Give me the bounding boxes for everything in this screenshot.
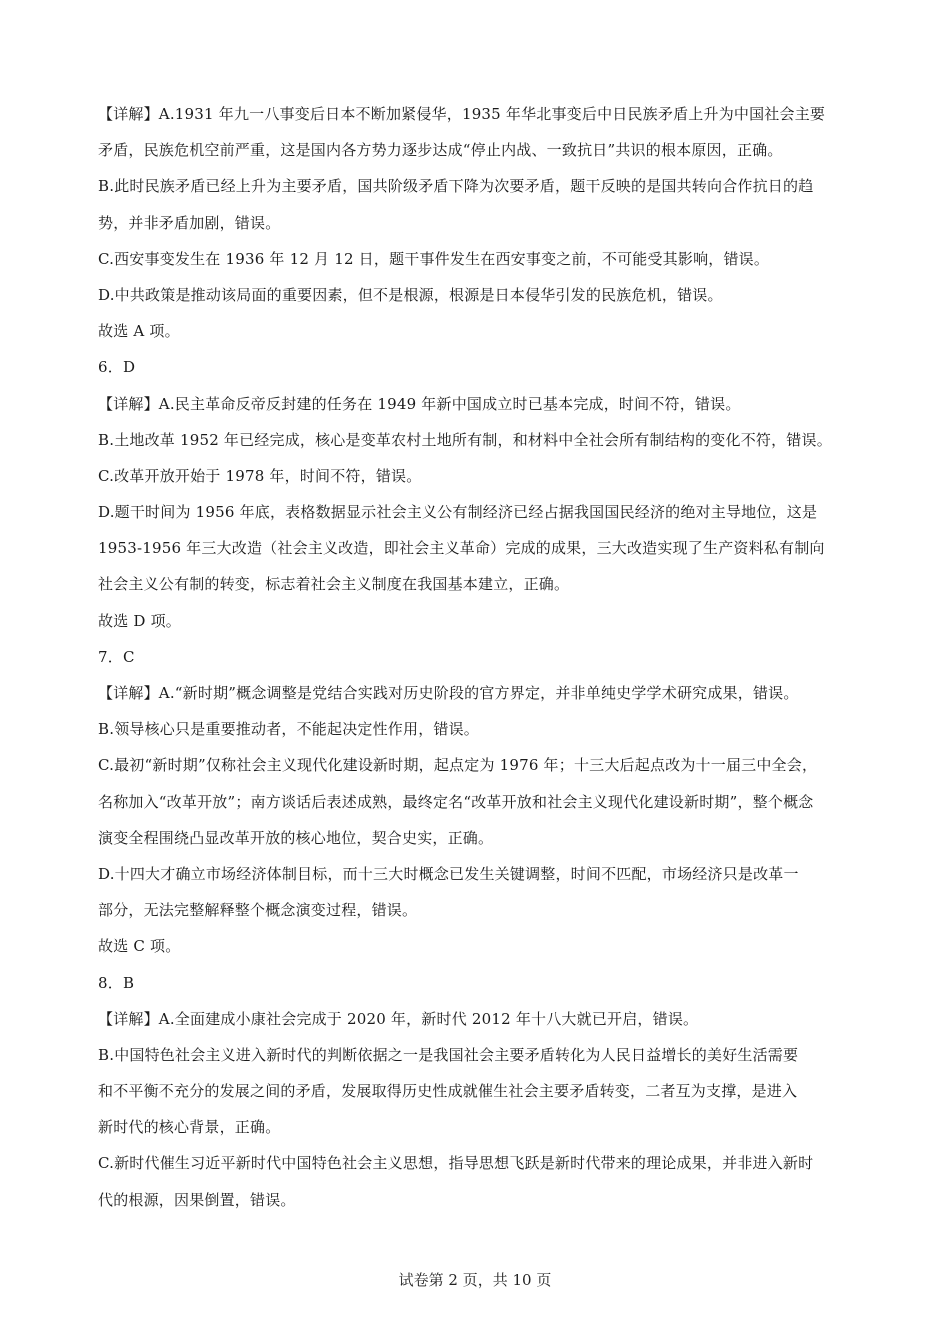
question-number: 6．D <box>98 358 136 377</box>
text-line: B.中国特色社会主义进入新时代的判断依据之一是我国社会主要矛盾转化为人民日益增长的美好生活需要 <box>98 1045 799 1064</box>
text-line: C.新时代催生习近平新时代中国特色社会主义思想，指导思想飞跃是新时代带来的理论成果，并非进入新时 <box>98 1154 814 1173</box>
text-line: 势，并非矛盾加剧，错误。 <box>98 213 281 232</box>
text-line: 矛盾，民族危机空前严重，这是国内各方势力逐步达成“停止内战、一致抗日”共识的根本原因，正确。 <box>98 141 783 160</box>
question-number: 7．C <box>98 647 135 666</box>
text-line: B.领导核心只是重要推动者，不能起决定性作用，错误。 <box>98 720 479 739</box>
text-line: 社会主义公有制的转变，标志着社会主义制度在我国基本建立，正确。 <box>98 575 570 594</box>
text-line: 故选 C 项。 <box>98 937 181 956</box>
text-line: D.中共政策是推动该局面的重要因素，但不是根源，根源是日本侵华引发的民族危机，错误。 <box>98 285 723 304</box>
text-line: 故选 D 项。 <box>98 611 181 630</box>
text-line: 新时代的核心背景，正确。 <box>98 1118 281 1137</box>
text-line: 名称加入“改革开放”；南方谈话后表述成熟，最终定名“改革开放和社会主义现代化建设新时期”，整个概念 <box>98 792 814 811</box>
question-number: 8．B <box>98 973 135 992</box>
text-line: 【详解】A.“新时期”概念调整是党结合实践对历史阶段的官方界定，并非单纯史学学术研究成果，错误。 <box>98 684 799 702</box>
text-line: B.此时民族矛盾已经上升为主要矛盾，国共阶级矛盾下降为次要矛盾，题干反映的是国共转向合作抗日的趋 <box>98 177 814 196</box>
text-line: 和不平衡不充分的发展之间的矛盾，发展取得历史性成就催生社会主要矛盾转变，二者互为支撑，是进入 <box>98 1082 798 1101</box>
text-line: 代的根源，因果倒置，错误。 <box>98 1190 296 1209</box>
text-line: 故选 A 项。 <box>98 322 180 341</box>
text-line: 部分，无法完整解释整个概念演变过程，错误。 <box>98 901 418 920</box>
text-line: 【详解】A.全面建成小康社会完成于 2020 年，新时代 2012 年十八大就已开启，错误。 <box>98 1009 699 1028</box>
text-line: B.土地改革 1952 年已经完成，核心是变革农村土地所有制，和材料中全社会所有制结构的变化不符，错误。 <box>98 430 832 449</box>
text-line: C.改革开放开始于 1978 年，时间不符，错误。 <box>98 466 422 485</box>
text-line: D.题干时间为 1956 年底，表格数据显示社会主义公有制经济已经占据我国国民经济的绝对主导地位，这是 <box>98 503 818 522</box>
text-line: 演变全程围绕凸显改革开放的核心地位，契合史实，正确。 <box>98 828 494 847</box>
text-line: C.西安事变发生在 1936 年 12 月 12 日，题干事件发生在西安事变之前，不可能受其影响，错误。 <box>98 249 770 268</box>
document-body <box>98 96 858 1218</box>
text-line: D.十四大才确立市场经济体制目标，而十三大时概念已发生关键调整，时间不匹配，市场经济只是改革一 <box>98 864 799 883</box>
text-line: 【详解】A.1931 年九一八事变后日本不断加紧侵华，1935 年华北事变后中日民族矛盾上升为中国社会主要 <box>98 105 826 123</box>
text-line: 【详解】A.民主革命反帝反封建的任务在 1949 年新中国成立时已基本完成，时间不符，错误。 <box>98 394 741 413</box>
text-line: C.最初“新时期”仅称社会主义现代化建设新时期，起点定为 1976 年；十三大后起点改为十一届三中全会， <box>98 756 818 775</box>
text-line: 1953-1956 年三大改造（社会主义改造，即社会主义革命）完成的成果，三大改造实现了生产资料私有制向 <box>98 539 825 558</box>
page-footer: 试卷第 2 页，共 10 页 <box>398 1271 552 1289</box>
